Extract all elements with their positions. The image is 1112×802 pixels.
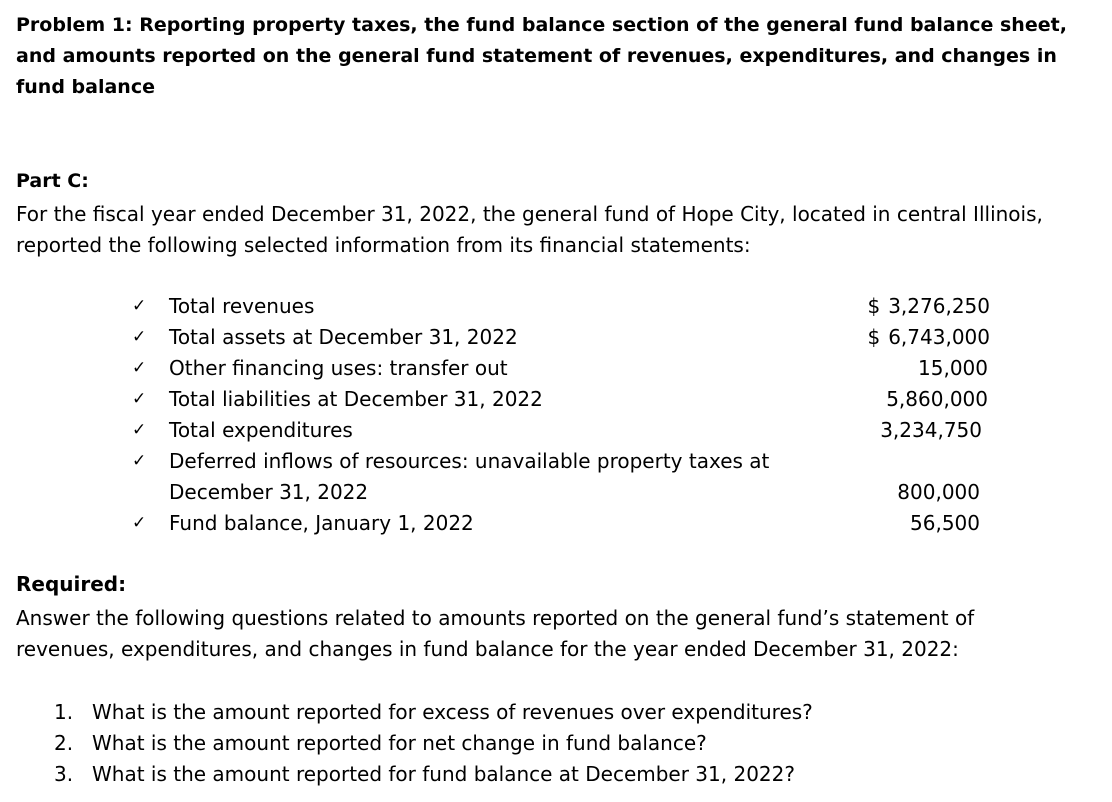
list-item bbox=[0, 728, 1112, 759]
list-item bbox=[0, 322, 1112, 353]
checkmark-icon: ✓ bbox=[132, 327, 147, 347]
item-label: Deferred inflows of resources: unavailable property taxes at December 31, 2022 bbox=[169, 449, 770, 504]
list-item bbox=[0, 759, 1112, 790]
currency-symbol: $ bbox=[867, 325, 881, 349]
question-number: 3. bbox=[54, 762, 74, 786]
problem-header bbox=[16, 10, 1096, 103]
question-number: 1. bbox=[54, 700, 74, 724]
item-label: Total assets at December 31, 2022 bbox=[169, 325, 518, 349]
item-amount bbox=[867, 322, 990, 353]
item-amount: 3,234,750 bbox=[880, 418, 982, 442]
question-text: What is the amount reported for excess of revenues over expenditures? bbox=[92, 700, 813, 724]
intro-paragraph: For the fiscal year ended December 31, 2022, the general fund of Hope City, located in central Illinois, reported the following selected information from its financial statements: bbox=[16, 202, 1043, 257]
checkmark-icon: ✓ bbox=[132, 296, 147, 316]
item-amount: 56,500 bbox=[910, 511, 980, 535]
currency-symbol: $ bbox=[867, 294, 881, 318]
financial-items-list bbox=[0, 291, 1112, 539]
part-label: Part C: bbox=[16, 170, 89, 192]
list-item bbox=[0, 415, 1112, 446]
question-number: 2. bbox=[54, 731, 74, 755]
item-label: Total revenues bbox=[169, 294, 315, 318]
amount-value: 3,276,250 bbox=[888, 294, 990, 318]
item-label: Total liabilities at December 31, 2022 bbox=[169, 387, 543, 411]
item-amount: 5,860,000 bbox=[886, 387, 988, 411]
problem-title: Problem 1: Reporting property taxes, the fund balance section of the general fund balance sheet, and amounts reported on the general fund statement of revenues, expenditures, and changes in fund balance bbox=[16, 14, 1067, 98]
list-item bbox=[0, 446, 1112, 508]
item-label: Total expenditures bbox=[169, 418, 353, 442]
checkmark-icon: ✓ bbox=[132, 451, 147, 471]
item-label: Fund balance, January 1, 2022 bbox=[169, 511, 474, 535]
question-text: What is the amount reported for fund balance at December 31, 2022? bbox=[92, 762, 795, 786]
checkmark-icon: ✓ bbox=[132, 358, 147, 378]
list-item bbox=[0, 353, 1112, 384]
item-amount: 15,000 bbox=[918, 356, 988, 380]
required-paragraph: Answer the following questions related to amounts reported on the general fund’s statement of revenues, expenditures, and changes in fund balance for the year ended December 31, 2022: bbox=[16, 606, 975, 661]
amount-value: 6,743,000 bbox=[888, 325, 990, 349]
required-label: Required: bbox=[16, 572, 127, 596]
checkmark-icon: ✓ bbox=[132, 420, 147, 440]
questions-list bbox=[0, 697, 1112, 790]
list-item bbox=[0, 291, 1112, 322]
list-item bbox=[0, 508, 1112, 539]
item-amount bbox=[867, 291, 990, 322]
checkmark-icon: ✓ bbox=[132, 389, 147, 409]
item-amount: 800,000 bbox=[897, 480, 980, 504]
list-item bbox=[0, 697, 1112, 728]
item-label: Other financing uses: transfer out bbox=[169, 356, 508, 380]
checkmark-icon: ✓ bbox=[132, 513, 147, 533]
question-text: What is the amount reported for net change in fund balance? bbox=[92, 731, 707, 755]
list-item bbox=[0, 384, 1112, 415]
